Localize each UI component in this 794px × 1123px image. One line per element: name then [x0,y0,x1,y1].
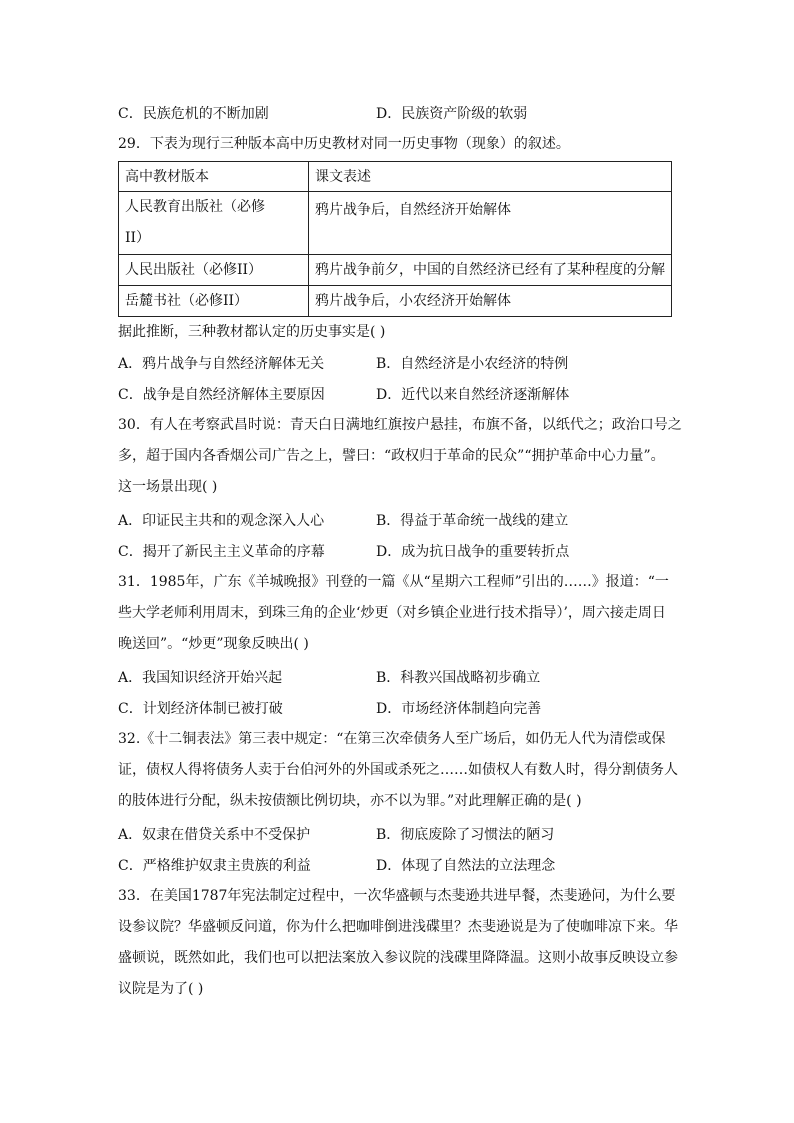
q31-stem [118,567,678,660]
version-line-2: II） [125,230,151,246]
table-cell-text: 鸦片战争后，自然经济开始解体 [309,192,672,255]
q32-line-3: 的肢体进行分配，纵未按债额比例切块，亦不以为罪。”对此理解正确的是( ) [118,793,582,809]
q30-line-2: 多，超于国内各香烟公司广告之上，譬曰：“政权归于革命的民众”“拥护革命中心力量”。 [118,448,665,464]
q31-option-c: C．计划经济体制已被打破 [118,701,283,717]
q31-option-a: A．我国知识经济开始兴起 [118,670,283,686]
q32-option-d: D．体现了自然法的立法理念 [376,858,556,874]
table-cell-version: 岳麓书社（必修II） [119,286,309,317]
q29-question: 据此推断，三种教材都认定的历史事实是( ) [118,324,386,340]
q29-option-a: A．鸦片战争与自然经济解体无关 [118,356,325,372]
q33-stem [118,881,678,1005]
q29-option-b: B．自然经济是小农经济的特例 [376,356,569,372]
q31-option-b: B．科教兴国战略初步确立 [376,670,541,686]
table-cell-text: 鸦片战争前夕，中国的自然经济已经有了某种程度的分解 [309,255,672,286]
q29-stem: 29．下表为现行三种版本高中历史教材对同一历史事物（现象）的叙述。 [118,136,570,152]
q31-line-2: 些大学老师利用周末，到珠三角的企业‘炒更（对乡镇企业进行技术指导）’，周六接走周日 [118,605,666,621]
table-header-text: 课文表述 [309,162,672,192]
q32-stem [118,724,678,817]
q30-line-1: 30．有人在考察武昌时说：青天白日满地红旗按户悬挂，布旗不备，以纸代之；政治口号之 [118,417,682,433]
q31-line-3: 晚送回”。“炒更”现象反映出( ) [118,636,309,652]
table-cell-version [119,192,309,255]
table-row [119,255,672,286]
q28-option-c: C．民族危机的不断加剧 [118,106,269,122]
q29-option-c: C．战争是自然经济解体主要原因 [118,387,325,403]
q28-option-d: D．民族资产阶级的软弱 [376,106,528,122]
table-header-version: 高中教材版本 [119,162,309,192]
q32-option-a: A．奴隶在借贷关系中不受保护 [118,827,311,843]
q31-line-1: 31．1985年，广东《羊城晚报》刊登的一篇《从“星期六工程师”引出的……》报道：“一 [118,574,669,590]
table-header-row [119,162,672,192]
q32-option-b: B．彻底废除了习惯法的陋习 [376,827,555,843]
q33-line-2: 设参议院？华盛顿反问道，你为什么把咖啡倒进浅碟里？杰斐逊说是为了使咖啡凉下来。华 [118,919,678,935]
q30-option-d: D．成为抗日战争的重要转折点 [376,544,570,560]
table-row [119,286,672,317]
q30-option-c: C．揭开了新民主主义革命的序幕 [118,544,325,560]
q32-line-2: 证，债权人得将债务人卖于台伯河外的外国或杀死之……如债权人有数人时，得分割债务人 [118,762,678,778]
q32-option-c: C．严格维护奴隶主贵族的利益 [118,858,311,874]
q30-stem [118,410,682,503]
q33-line-4: 议院是为了( ) [118,981,204,997]
q33-line-1: 33．在美国1787年宪法制定过程中，一次华盛顿与杰斐逊共进早餐，杰斐逊问，为什么要 [118,888,676,904]
q30-line-3: 这一场景出现( ) [118,479,218,495]
table-row [119,192,672,255]
q31-option-d: D．市场经济体制趋向完善 [376,701,542,717]
q29-textbook-table [118,161,672,317]
q30-option-a: A．印证民主共和的观念深入人心 [118,513,325,529]
q29-option-d: D．近代以来自然经济逐渐解体 [376,387,570,403]
table-cell-version: 人民出版社（必修II） [119,255,309,286]
q33-line-3: 盛顿说，既然如此，我们也可以把法案放入参议院的浅碟里降降温。这则小故事反映设立参 [118,950,678,966]
version-line-1: 人民教育出版社（必修 [125,199,265,215]
q32-line-1: 32.《十二铜表法》第三表中规定：“在第三次牵债务人至广场后，如仍无人代为清偿或保 [118,731,666,747]
q30-option-b: B．得益于革命统一战线的建立 [376,513,569,529]
table-cell-text: 鸦片战争后，小农经济开始解体 [309,286,672,317]
